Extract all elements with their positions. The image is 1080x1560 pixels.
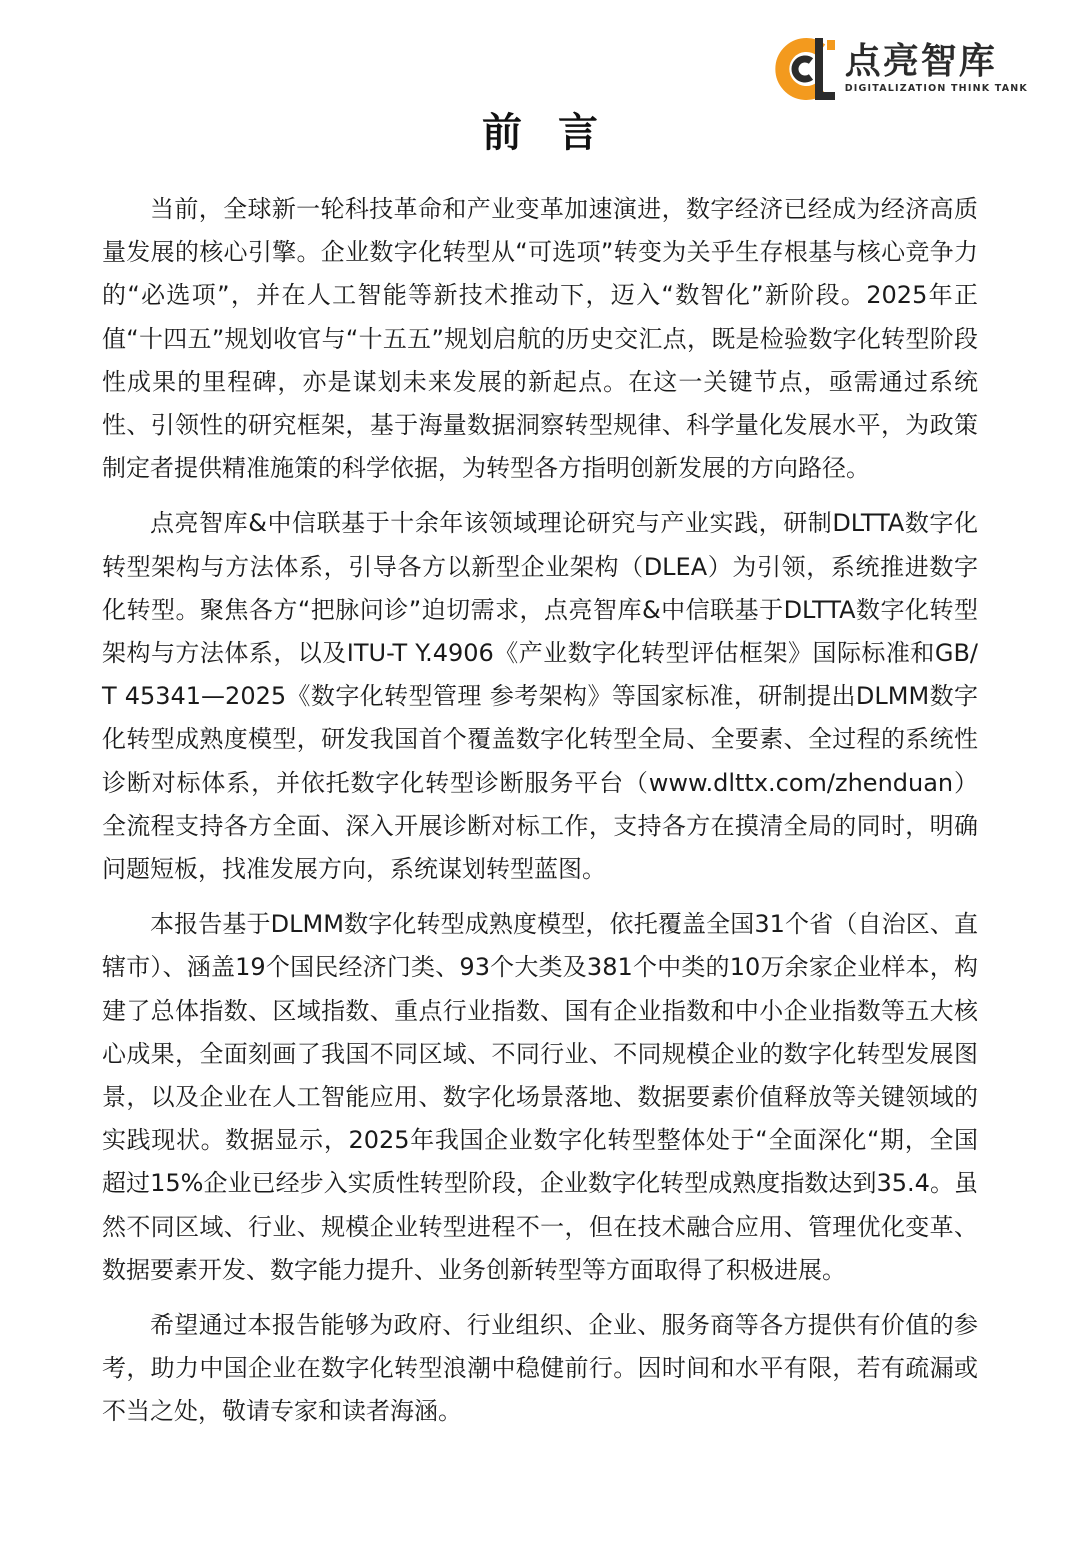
page-title: 前言: [482, 110, 634, 156]
paragraph-3: 本报告基于DLMM数字化转型成熟度模型，依托覆盖全国31个省（自治区、直辖市）、涵盖19个国民经济门类、93个大类及381个中类的10万余家企业样本，构建了总体指数、区域指数、重点行业指数、国有企业指数和中小企业指数等五大核心成果，全面刻画了我国不同区域、不同行业、不同规模企业的数字化转型发展图景，以及企业在人工智能应用、数字化场景落地、数据要素价值释放等关键领域的实践现状。数据显示，2025年我国企业数字化转型整体处于“全面深化“期，全国超过15%企业已经步入实质性转型阶段，企业数字化转型成熟度指数达到35.4。虽然不同区域、行业、规模企业转型进程不一，但在技术融合应用、管理优化变革、数据要素开发、数字能力提升、业务创新转型等方面取得了积极进展。: [102, 910, 978, 1284]
logo-name-en: DIGITALIZATION THINK TANK: [844, 83, 1028, 94]
logo-name-cn: 点亮智库: [844, 41, 997, 82]
document-body: [102, 188, 978, 1446]
paragraph-2: 点亮智库&中信联基于十余年该领域理论研究与产业实践，研制DLTTA数字化转型架构与方法体系，引导各方以新型企业架构（DLEA）为引领，系统推进数字化转型。聚焦各方“把脉问诊”迫切需求，点亮智库&中信联基于DLTTA数字化转型架构与方法体系，以及ITU-T Y.4906《产业数字化转型评估框架》国际标准和GB/T 45341—2025《数字化转型管理 参考架构》等国家标准，研制提出DLMM数字化转型成熟度模型，研发我国首个覆盖数字化转型全局、全要素、全过程的系统性诊断对标体系，并依托数字化转型诊断服务平台（www.dlttx.com/zhenduan）全流程支持各方全面、深入开展诊断对标工作，支持各方在摸清全局的同时，明确问题短板，找准发展方向，系统谋划转型蓝图。: [102, 509, 978, 884]
paragraph-1: 当前，全球新一轮科技革命和产业变革加速演进，数字经济已经成为经济高质量发展的核心引擎。企业数字化转型从“可选项”转变为关乎生存根基与核心竞争力的“必选项”，并在人工智能等新技术推动下，迈入“数智化”新阶段。2025年正值“十四五”规划收官与“十五五”规划启航的历史交汇点，既是检验数字化转型阶段性成果的里程碑，亦是谋划未来发展的新起点。在这一关键节点，亟需通过系统性、引领性的研究框架，基于海量数据洞察转型规律、科学量化发展水平，为政策制定者提供精准施策的科学依据，为转型各方指明创新发展的方向路径。: [102, 195, 978, 483]
brand-logo: [771, 36, 1028, 102]
logo-text: [845, 42, 1028, 96]
dlttx-logo-icon: [771, 36, 837, 102]
paragraph-4: 希望通过本报告能够为政府、行业组织、企业、服务商等各方提供有价值的参考，助力中国企业在数字化转型浪潮中稳健前行。因时间和水平有限，若有疏漏或不当之处，敬请专家和读者海涵。: [102, 1311, 978, 1426]
